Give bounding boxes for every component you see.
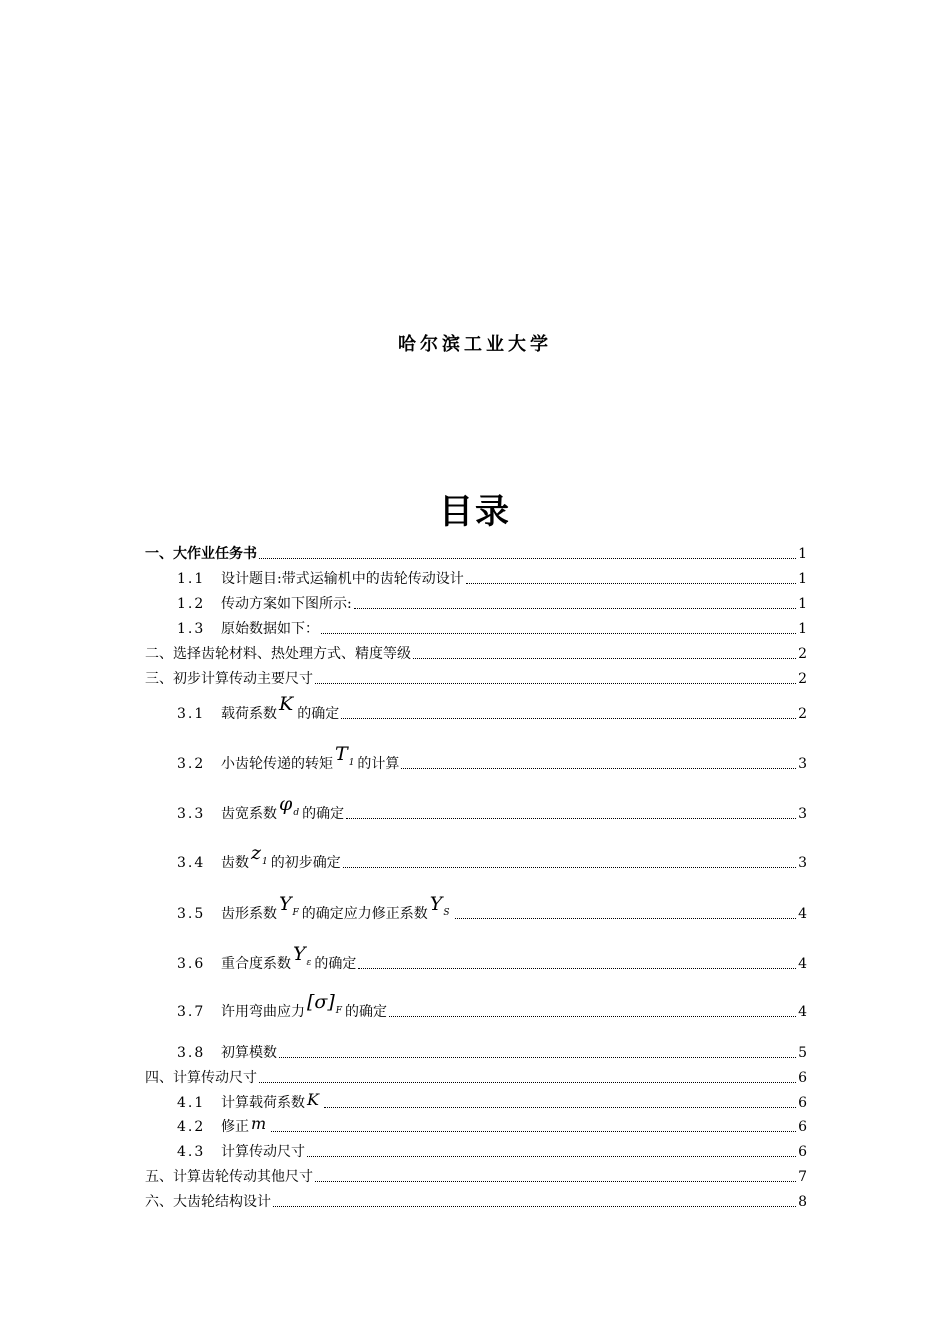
math-symbol-2: $Y_S$ — [429, 893, 450, 918]
leader-dots — [343, 867, 796, 868]
toc-page-number: 4 — [798, 1004, 807, 1020]
leader-dots — [413, 658, 796, 659]
toc-page-number: 1 — [798, 571, 807, 587]
toc-entry-text: 六、大齿轮结构设计 — [145, 1194, 271, 1210]
toc-page-number: 6 — [798, 1119, 807, 1135]
toc-entry-number: 4.1 — [177, 1095, 206, 1111]
toc-entry-text: 许用弯曲应力 — [221, 1004, 305, 1020]
math-symbol: $Y_\varepsilon$ — [293, 943, 312, 968]
toc-entry-3-1[interactable] — [177, 693, 807, 722]
toc-entry-1-1[interactable] — [177, 565, 807, 587]
leader-dots — [401, 768, 796, 769]
toc-entry-text: 修正 — [221, 1119, 249, 1135]
toc-entry-4-2[interactable] — [177, 1113, 807, 1135]
toc-entry-text-suffix: 的确定 — [302, 806, 345, 822]
leader-dots — [315, 1181, 796, 1182]
leader-dots — [307, 1156, 796, 1157]
toc-entry-text: 计算载荷系数 — [221, 1095, 305, 1111]
toc-entry-1[interactable] — [145, 540, 807, 562]
toc-entry-number: 3.6 — [177, 956, 206, 972]
toc-entry-3-8[interactable] — [177, 1039, 807, 1061]
math-symbol: $\varphi_d$ — [279, 793, 300, 818]
toc-page-number: 2 — [798, 671, 807, 687]
toc-entry-1-3[interactable] — [177, 615, 807, 637]
toc-entry-number: 1.3 — [177, 621, 206, 637]
math-symbol: $T_1$ — [335, 743, 355, 768]
university-name: 哈尔滨工业大学 — [398, 334, 552, 355]
toc-entry-text: 齿宽系数 — [221, 806, 277, 822]
toc-page-number: 6 — [798, 1095, 807, 1111]
toc-page-number: 1 — [798, 546, 807, 562]
toc-page-number: 3 — [798, 855, 807, 871]
toc-entry-3-2[interactable] — [177, 743, 807, 772]
toc-entry-text: 传动方案如下图所示: — [221, 596, 352, 612]
toc-page-number: 1 — [798, 621, 807, 637]
toc-page-number: 6 — [798, 1070, 807, 1086]
toc-entry-text: 重合度系数 — [221, 956, 291, 972]
toc-entry-text: 四、计算传动尺寸 — [145, 1070, 257, 1086]
toc-entry-2[interactable] — [145, 640, 807, 662]
toc-entry-3-7[interactable] — [177, 991, 807, 1020]
leader-dots — [315, 683, 796, 684]
toc-entry-number: 3.5 — [177, 906, 206, 922]
toc-entry-text-suffix: 的确定 — [345, 1004, 388, 1020]
toc-entry-3-6[interactable] — [177, 943, 807, 972]
leader-dots — [354, 608, 796, 609]
leader-dots — [346, 818, 796, 819]
toc-entry-text-suffix: 的计算 — [357, 756, 400, 772]
toc-entry-text-suffix: 的确定 — [297, 706, 340, 722]
toc-page-number: 6 — [798, 1144, 807, 1160]
toc-entry-number: 1.1 — [177, 571, 206, 587]
toc-title: 目录 — [439, 492, 511, 532]
leader-dots — [389, 1016, 796, 1017]
toc-entry-text: 齿数 — [221, 855, 249, 871]
toc-entry-text: 二、选择齿轮材料、热处理方式、精度等级 — [145, 646, 411, 662]
toc-page-number: 2 — [798, 646, 807, 662]
toc-entry-3-3[interactable] — [177, 793, 807, 822]
toc-entry-text-suffix: 的初步确定 — [270, 855, 341, 871]
math-symbol: $z_1$ — [251, 842, 268, 867]
toc-entry-text: 计算传动尺寸 — [221, 1144, 305, 1160]
toc-entry-number: 3.3 — [177, 806, 206, 822]
toc-entry-3-5[interactable] — [177, 893, 807, 922]
toc-page-number: 4 — [798, 906, 807, 922]
toc-entry-text: 原始数据如下： — [221, 621, 319, 637]
leader-dots — [466, 583, 796, 584]
toc-entry-text: 初算模数 — [221, 1045, 277, 1061]
toc-page-number: 5 — [798, 1045, 807, 1061]
toc-entry-text: 设计题目:带式运输机中的齿轮传动设计 — [221, 571, 464, 587]
toc-entry-text-suffix: 的确定 — [314, 956, 357, 972]
toc-page-number: 4 — [798, 956, 807, 972]
toc-entry-4-3[interactable] — [177, 1138, 807, 1160]
toc-entry-3[interactable] — [145, 665, 807, 687]
toc-entry-3-4[interactable] — [177, 842, 807, 871]
toc-entry-number: 3.1 — [177, 706, 206, 722]
math-symbol: m — [251, 1114, 267, 1133]
toc-entry-number: 3.2 — [177, 756, 206, 772]
toc-entry-5[interactable] — [145, 1163, 807, 1185]
toc-entry-text: 齿形系数 — [221, 906, 277, 922]
math-symbol: K — [307, 1090, 319, 1109]
leader-dots — [455, 918, 797, 919]
toc-entry-text-middle: 的确定应力修正系数 — [301, 906, 428, 922]
leader-dots — [273, 1206, 796, 1207]
toc-entry-number: 4.3 — [177, 1144, 206, 1160]
leader-dots — [341, 718, 796, 719]
toc-page-number: 1 — [798, 596, 807, 612]
leader-dots — [321, 633, 796, 634]
toc-entry-number: 4.2 — [177, 1119, 206, 1135]
toc-page-number: 3 — [798, 756, 807, 772]
toc-entry-number: 1.2 — [177, 596, 206, 612]
math-symbol: $Y_F$ — [279, 893, 299, 918]
leader-dots — [358, 968, 796, 969]
toc-entry-number: 3.8 — [177, 1045, 206, 1061]
leader-dots — [271, 1131, 796, 1132]
toc-entry-number: 3.7 — [177, 1004, 206, 1020]
toc-page-number: 8 — [798, 1194, 807, 1210]
toc-page-number: 2 — [798, 706, 807, 722]
toc-entry-text: 五、计算齿轮传动其他尺寸 — [145, 1169, 313, 1185]
leader-dots — [259, 558, 796, 559]
toc-entry-number: 3.4 — [177, 855, 206, 871]
leader-dots — [279, 1057, 796, 1058]
leader-dots — [259, 1082, 796, 1083]
toc-entry-1-2[interactable] — [177, 590, 807, 612]
math-symbol: K — [279, 693, 294, 715]
toc-entry-4[interactable] — [145, 1064, 807, 1086]
toc-page-number: 7 — [798, 1169, 807, 1185]
toc-entry-text: 三、初步计算传动主要尺寸 — [145, 671, 313, 687]
leader-dots — [324, 1107, 796, 1108]
toc-entry-text: 小齿轮传递的转矩 — [221, 756, 333, 772]
toc-entry-6[interactable] — [145, 1188, 807, 1210]
math-symbol: $[\sigma]_F$ — [307, 991, 343, 1016]
toc-entry-text: 载荷系数 — [221, 706, 277, 722]
toc-entry-text: 一、大作业任务书 — [145, 546, 257, 562]
toc-page-number: 3 — [798, 806, 807, 822]
toc-entry-4-1[interactable] — [177, 1089, 807, 1111]
